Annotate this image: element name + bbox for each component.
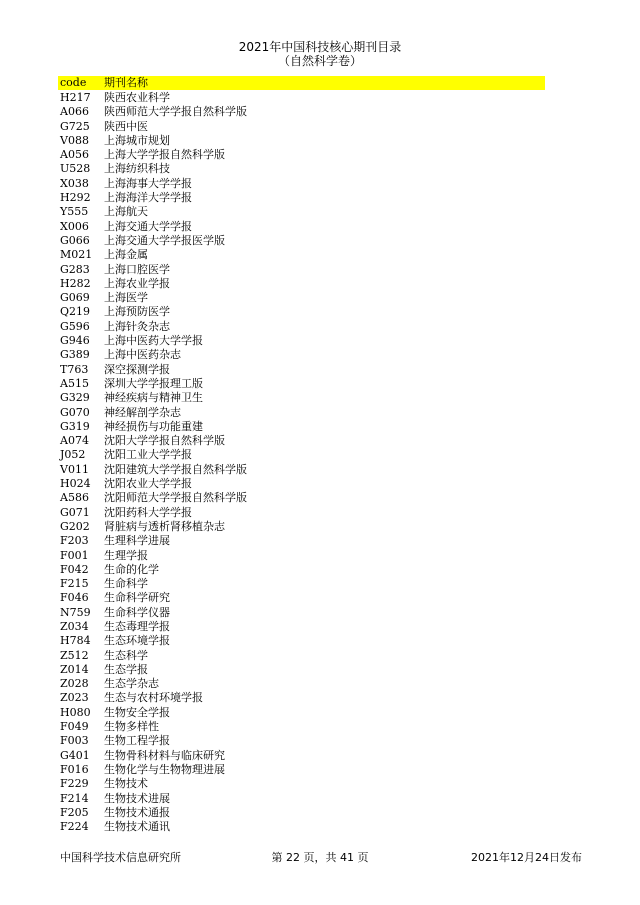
journal-code: F001 [60,548,89,562]
table-row [58,334,545,348]
journal-name: 生命科学研究 [104,591,170,605]
table-row [58,391,545,405]
journal-code: X006 [60,219,89,233]
journal-code: Z014 [60,662,89,676]
journal-code: F042 [60,562,89,576]
journal-name: 陕西中医 [104,119,148,133]
table-row [58,363,545,377]
journal-code: G283 [60,262,90,276]
journal-name: 生理科学进展 [104,534,170,548]
footer-publisher: 中国科学技术信息研究所 [60,851,181,864]
journal-code: V011 [60,462,89,476]
journal-name: 上海大学学报自然科学版 [104,148,225,162]
table-row [58,749,545,763]
journal-code: T763 [60,362,89,376]
journal-code: G071 [60,505,90,519]
journal-name: 上海口腔医学 [104,262,170,276]
journal-code: A056 [60,148,89,162]
journal-name: 沈阳师范大学学报自然科学版 [104,491,247,505]
journal-code: H282 [60,276,91,290]
journal-code: J052 [60,448,86,462]
table-row [58,477,545,491]
document-title: 2021年中国科技核心期刊目录 [238,40,402,54]
table-row [58,620,545,634]
journal-code: U528 [60,162,91,176]
journal-code: X038 [60,176,89,190]
table-row [58,706,545,720]
table-row [58,277,545,291]
journal-code: V088 [60,133,89,147]
journal-name: 生态科学 [104,648,148,662]
journal-code: F203 [60,534,89,548]
table-row [58,591,545,605]
journal-name: 生物安全学报 [104,705,170,719]
journal-name: 上海纺织科技 [104,162,170,176]
journal-name: 上海中医药杂志 [104,348,181,362]
journal-name: 生物技术进展 [104,791,170,805]
journal-name: 生理学报 [104,548,148,562]
journal-name: 神经解剖学杂志 [104,405,181,419]
table-row [58,320,545,334]
journal-name: 生态毒理学报 [104,619,170,633]
table-row [58,134,545,148]
journal-code: H024 [60,477,91,491]
journal-code: F224 [60,820,89,834]
table-row [58,91,545,105]
journal-code: G946 [60,334,90,348]
table-row [58,763,545,777]
journal-name: 上海航天 [104,205,148,219]
journal-code: Y555 [60,205,89,219]
journal-name: 上海交通大学学报医学版 [104,233,225,247]
table-row [58,549,545,563]
table-row [58,348,545,362]
journal-code: G725 [60,119,90,133]
table-row [58,191,545,205]
journal-name: 生物骨科材料与临床研究 [104,748,225,762]
journal-name: 生命的化学 [104,562,159,576]
table-header-row [58,76,545,90]
table-row [58,820,545,834]
journal-name: 生命科学仪器 [104,605,170,619]
journal-name: 陕西农业科学 [104,91,170,104]
table-row [58,677,545,691]
journal-code: F205 [60,805,89,819]
journal-name: 陕西师范大学学报自然科学版 [104,105,247,119]
table-row [58,406,545,420]
journal-name: 生物多样性 [104,720,159,734]
table-row [58,305,545,319]
footer-page-number: 第 22 页，共 41 页 [271,851,369,864]
journal-name: 生态学杂志 [104,677,159,691]
journal-table-body [58,91,545,834]
journal-code: A515 [60,376,89,390]
journal-name: 沈阳农业大学学报 [104,477,192,491]
journal-name: 肾脏病与透析肾移植杂志 [104,519,225,533]
journal-code: H217 [60,91,91,104]
table-row [58,806,545,820]
table-row [58,291,545,305]
journal-code: Q219 [60,305,91,319]
journal-code: N759 [60,605,91,619]
journal-name: 上海农业学报 [104,276,170,290]
journal-code: Z028 [60,677,89,691]
table-row [58,777,545,791]
document-subtitle: （自然科学卷） [277,54,362,68]
table-row [58,491,545,505]
table-row [58,606,545,620]
journal-code: H784 [60,634,91,648]
journal-code: A074 [60,434,89,448]
journal-name: 神经损伤与功能重建 [104,419,203,433]
table-row [58,792,545,806]
journal-name: 沈阳大学学报自然科学版 [104,434,225,448]
journal-code: H080 [60,705,91,719]
journal-name: 上海海洋大学学报 [104,191,192,205]
journal-name: 上海金属 [104,248,148,262]
table-row [58,520,545,534]
journal-code: F046 [60,591,89,605]
journal-code: H292 [60,191,91,205]
journal-name: 上海海事大学学报 [104,176,192,190]
journal-code: G070 [60,405,90,419]
table-row [58,434,545,448]
table-row [58,506,545,520]
journal-code: G401 [60,748,90,762]
journal-code: F215 [60,577,89,591]
table-row [58,234,545,248]
journal-code: F214 [60,791,89,805]
journal-code: G596 [60,319,90,333]
journal-name: 生物技术通报 [104,805,170,819]
table-row [58,649,545,663]
table-row [58,205,545,219]
journal-name: 神经疾病与精神卫生 [104,391,203,405]
journal-name: 生物技术 [104,777,148,791]
journal-name: 沈阳药科大学学报 [104,505,192,519]
journal-name: 深圳大学学报理工版 [104,376,203,390]
journal-name: 生物技术通讯 [104,820,170,834]
table-row [58,148,545,162]
column-header-name: 期刊名称 [104,76,148,89]
journal-code: Z034 [60,619,89,633]
journal-name: 沈阳建筑大学学报自然科学版 [104,462,247,476]
table-row [58,563,545,577]
table-row [58,248,545,262]
table-row [58,534,545,548]
journal-name: 深空探测学报 [104,362,170,376]
journal-code: G069 [60,291,90,305]
journal-name: 上海针灸杂志 [104,319,170,333]
journal-code: F049 [60,720,89,734]
journal-code: F003 [60,734,89,748]
table-row [58,177,545,191]
table-row [58,734,545,748]
table-row [58,448,545,462]
journal-name: 上海交通大学学报 [104,219,192,233]
journal-name: 生态环境学报 [104,634,170,648]
journal-name: 生态学报 [104,662,148,676]
journal-code: A066 [60,105,89,119]
table-row [58,220,545,234]
journal-code: Z512 [60,648,89,662]
journal-name: 生物工程学报 [104,734,170,748]
journal-name: 生命科学 [104,577,148,591]
journal-code: G066 [60,233,90,247]
table-row [58,263,545,277]
table-row [58,577,545,591]
footer-release-date: 2021年12月24日发布 [471,851,582,864]
table-row [58,162,545,176]
table-row [58,691,545,705]
journal-code: F016 [60,762,89,776]
journal-code: M021 [60,248,93,262]
table-row [58,720,545,734]
table-row [58,634,545,648]
table-row [58,105,545,119]
journal-code: F229 [60,777,89,791]
journal-code: G202 [60,519,90,533]
table-row [58,663,545,677]
journal-code: G329 [60,391,90,405]
journal-name: 生态与农村环境学报 [104,691,203,705]
journal-name: 上海医学 [104,291,148,305]
journal-name: 沈阳工业大学学报 [104,448,192,462]
journal-name: 上海中医药大学学报 [104,334,203,348]
journal-code: G389 [60,348,90,362]
journal-name: 上海预防医学 [104,305,170,319]
journal-name: 上海城市规划 [104,133,170,147]
table-row [58,420,545,434]
table-row [58,463,545,477]
table-row [58,120,545,134]
journal-code: G319 [60,419,90,433]
column-header-code: code [60,76,87,89]
journal-code: Z023 [60,691,89,705]
journal-name: 生物化学与生物物理进展 [104,762,225,776]
table-row [58,377,545,391]
journal-code: A586 [60,491,89,505]
